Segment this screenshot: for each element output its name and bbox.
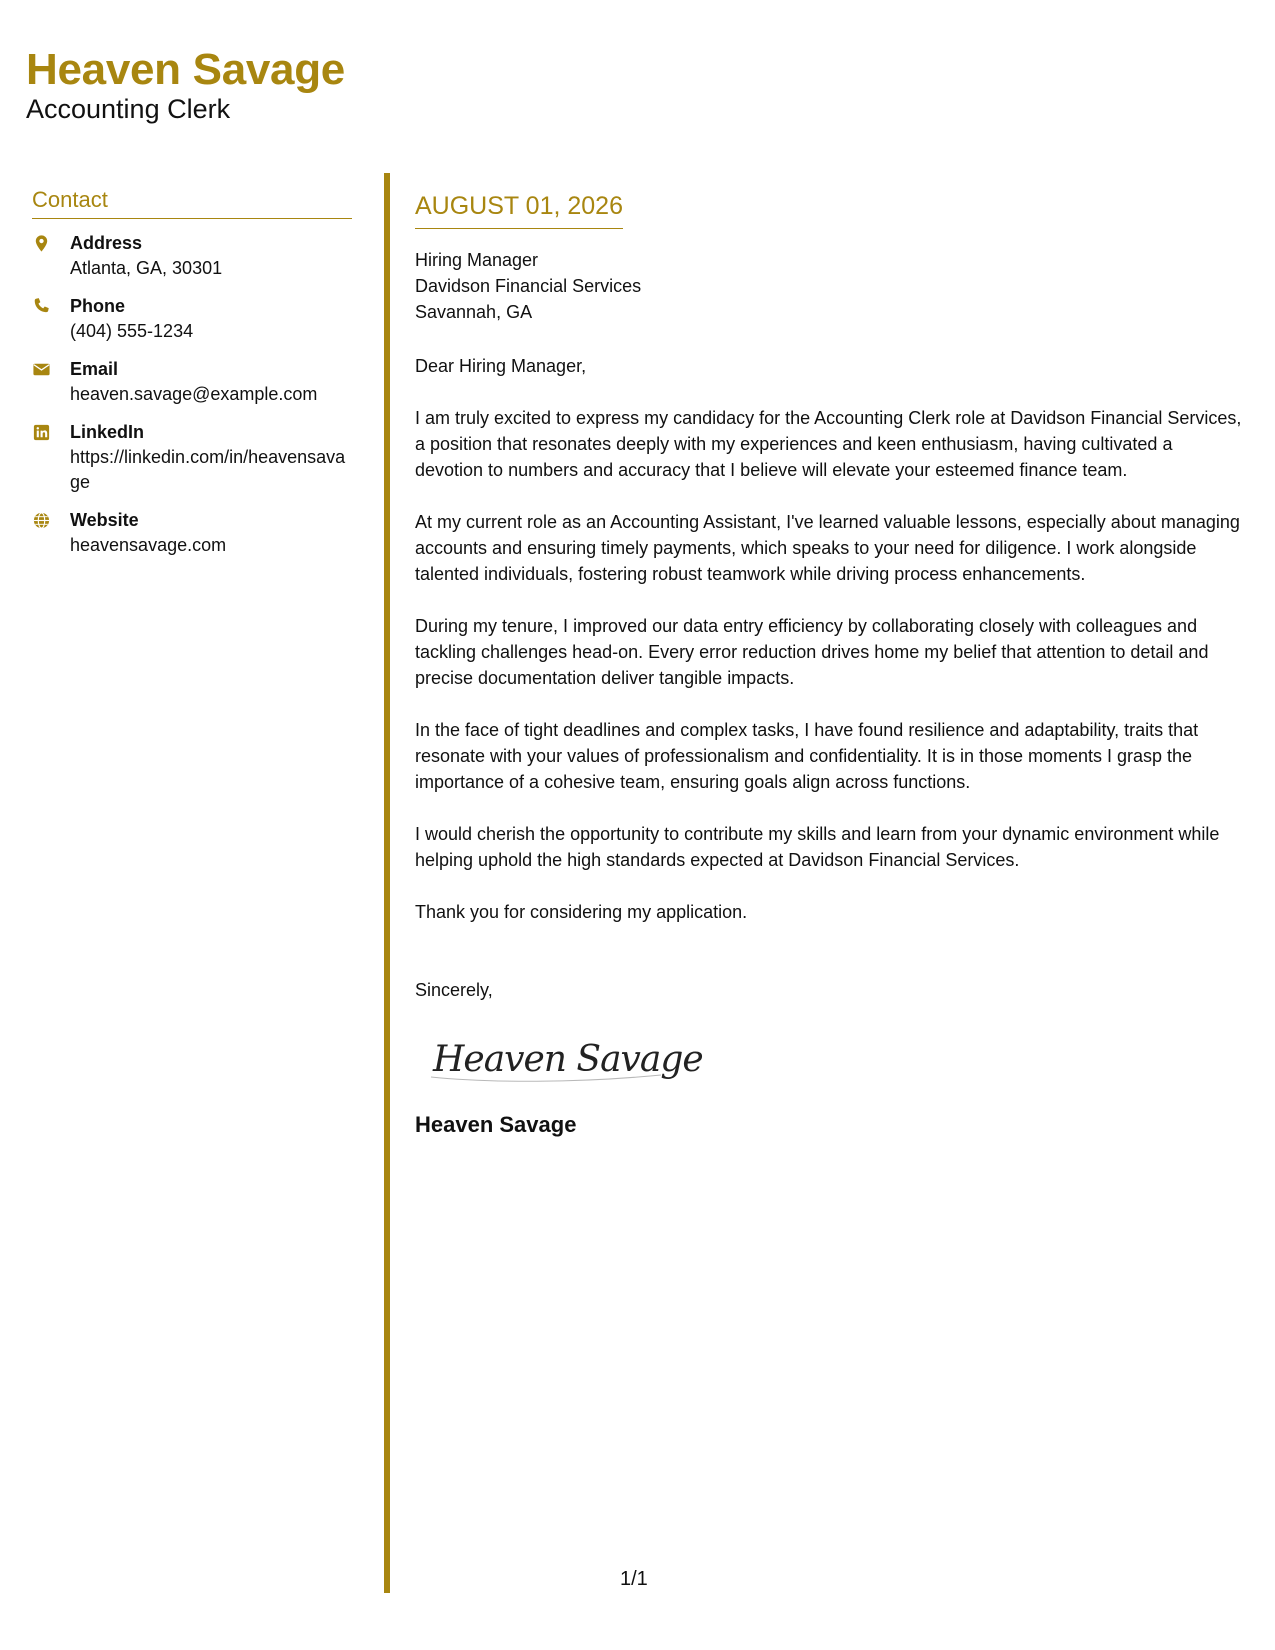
recipient-company: Davidson Financial Services (415, 276, 642, 296)
contact-sidebar (32, 187, 352, 571)
page-number: 1/1 (620, 1568, 648, 1590)
linkedin-link[interactable]: https://linkedin.com/in/heavensavage (70, 447, 346, 492)
contact-label: LinkedIn (70, 422, 145, 442)
salutation: Dear Hiring Manager, (415, 356, 587, 376)
letter-paragraph: Thank you for considering my application. (415, 902, 748, 922)
email-value[interactable]: heaven.savage@example.com (70, 384, 318, 404)
linkedin-icon (32, 420, 70, 442)
contact-label: Email (70, 359, 119, 379)
letter-paragraph: During my tenure, I improved our data entry efficiency by collaborating closely with colleagues and tackling challenges head-on. Every error reduction drives home my belief that attention to detail and precise documentation deliver tangible impacts. (415, 616, 1209, 688)
applicant-name: Heaven Savage (26, 45, 345, 94)
recipient-title: Hiring Manager (415, 250, 539, 270)
contact-section-title: Contact (32, 187, 352, 219)
contact-label: Address (70, 233, 143, 253)
svg-text:Heaven Savage: Heaven Savage (433, 1039, 703, 1080)
globe-icon (32, 508, 70, 530)
letter-paragraph: At my current role as an Accounting Assistant, I've learned valuable lessons, especially about managing accounts and ensuring timely payments, which speaks to your need for diligence. I work alongside talented individuals, fostering robust teamwork while driving process enhancements. (415, 512, 1240, 584)
contact-item-linkedin (32, 420, 352, 495)
contact-item-address (32, 231, 352, 281)
closing: Sincerely, (415, 980, 493, 1000)
location-pin-icon (32, 231, 70, 253)
recipient-block (415, 247, 1245, 325)
website-link[interactable]: heavensavage.com (70, 535, 227, 555)
envelope-icon (32, 357, 70, 379)
resume-header (26, 44, 345, 124)
phone-value[interactable]: (404) 555-1234 (70, 321, 194, 341)
address-value: Atlanta, GA, 30301 (70, 258, 223, 278)
column-divider (384, 173, 390, 1593)
phone-icon (32, 294, 70, 316)
letter-paragraph: I am truly excited to express my candidacy for the Accounting Clerk role at Davidson Financial Services, a position that resonates deeply with my experiences and keen enthusiasm, having cultivated a devotion to numbers and accuracy that I believe will elevate your esteemed finance team. (415, 408, 1242, 480)
signer-name: Heaven Savage (415, 1112, 577, 1137)
recipient-location: Savannah, GA (415, 302, 533, 322)
handwritten-signature (429, 1027, 703, 1097)
letter-paragraph: In the face of tight deadlines and complex tasks, I have found resilience and adaptability, traits that resonate with your values of professionalism and confidentiality. It is in those moments I grasp the importance of a cohesive team, ensuring goals align across functions. (415, 720, 1199, 792)
applicant-role: Accounting Clerk (26, 94, 231, 124)
contact-label: Phone (70, 296, 126, 316)
contact-item-phone (32, 294, 352, 344)
contact-label: Website (70, 510, 139, 530)
contact-item-email (32, 357, 352, 407)
cover-letter-body (415, 190, 1245, 1139)
letter-date: AUGUST 01, 2026 (415, 190, 623, 229)
letter-paragraph: I would cherish the opportunity to contribute my skills and learn from your dynamic environment while helping uphold the high standards expected at Davidson Financial Services. (415, 824, 1220, 870)
contact-item-website (32, 508, 352, 558)
